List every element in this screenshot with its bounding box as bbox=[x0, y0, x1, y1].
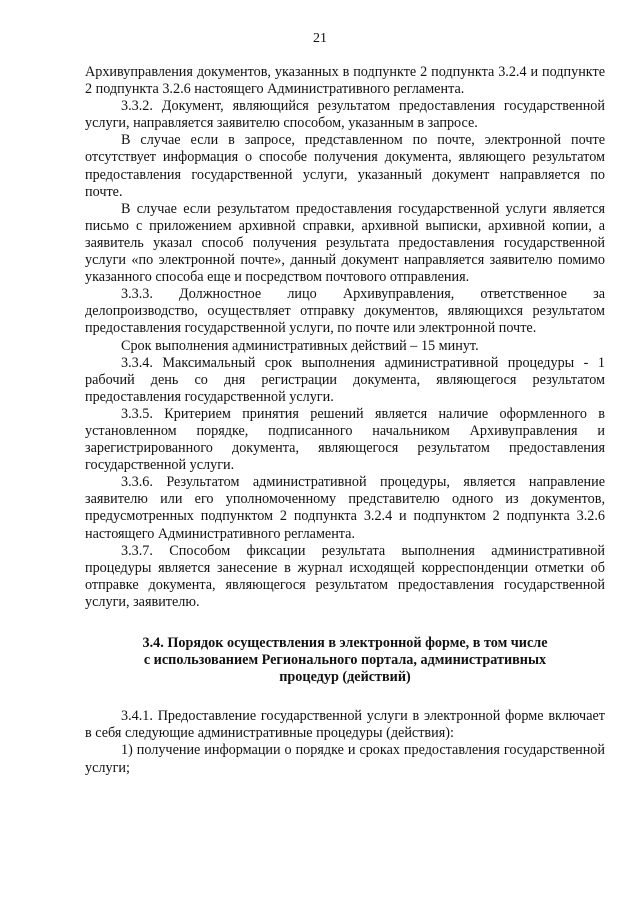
paragraph: 3.4.1. Предоставление государственной услуги в электронной форме включает в себя следующие административные процедуры (действия): bbox=[85, 708, 605, 742]
heading-line-1: 3.4. Порядок осуществления в электронной форме, в том числе bbox=[142, 635, 548, 651]
paragraph: Срок выполнения административных действий – 15 минут. bbox=[121, 337, 479, 354]
paragraph: 3.3.5. Критерием принятия решений является наличие оформленного в установленном порядке, подписанного начальником Архивуправления и зарегистрированного документа, являющегося результатом предоставления государственной услуги. bbox=[85, 405, 605, 474]
heading-line-3: процедур (действий) bbox=[279, 669, 411, 686]
page-number: 21 bbox=[313, 31, 327, 46]
document-body bbox=[85, 64, 605, 777]
paragraph: В случае если в запросе, представленном по почте, электронной почте отсутствует информация о способе получения документа, являющего результатом предоставления государственной услуги, указанный документ направляется по почте. bbox=[85, 132, 605, 200]
section-3-3-paragraphs bbox=[85, 64, 605, 611]
heading-line-2: с использованием Регионального портала, административных bbox=[143, 652, 547, 669]
paragraph: В случае если результатом предоставления государственной услуги является письмо с приложением архивной справки, архивной выписки, архивной копии, а заявитель указал способ получения результата предоставления государственной услуги «по электронной почте», данный документ направляется заявителю помимо указанного способа еще и посредством почтового отправления. bbox=[85, 200, 605, 286]
paragraph: 3.3.3. Должностное лицо Архивуправления, ответственное за делопроизводство, осуществляет отправку документов, являющихся результатом предоставления государственной услуги, по почте или электронной почте. bbox=[85, 286, 605, 337]
paragraph: 3.3.6. Результатом административной процедуры, является направление заявителю или его уполномоченному представителю одного из документов, предусмотренных подпунктом 2 подпункта 3.2.4 и подпунктом 2 подпункта 3.2.6 настоящего Административного регламента. bbox=[85, 474, 605, 542]
paragraph: Архивуправления документов, указанных в подпункте 2 подпункта 3.2.4 и подпункте 2 подпункта 3.2.6 настоящего Административного регламента. bbox=[85, 64, 605, 98]
paragraph: 1) получение информации о порядке и сроках предоставления государственной услуги; bbox=[85, 742, 605, 776]
section-heading-3-4 bbox=[85, 635, 605, 686]
paragraph: 3.3.4. Максимальный срок выполнения административной процедуры - 1 рабочий день со дня регистрации документа, являющегося результатом предоставления государственной услуги. bbox=[85, 354, 605, 405]
paragraph: 3.3.7. Способом фиксации результата выполнения административной процедуры является занесение в журнал исходящей корреспонденции отметки об отправке документа, являющегося результатом предоставления государственной услуги, заявителю. bbox=[85, 542, 605, 610]
paragraph: 3.3.2. Документ, являющийся результатом предоставления государственной услуги, направляется заявителю способом, указанным в запросе. bbox=[85, 98, 605, 132]
section-3-4-paragraphs bbox=[85, 708, 605, 776]
